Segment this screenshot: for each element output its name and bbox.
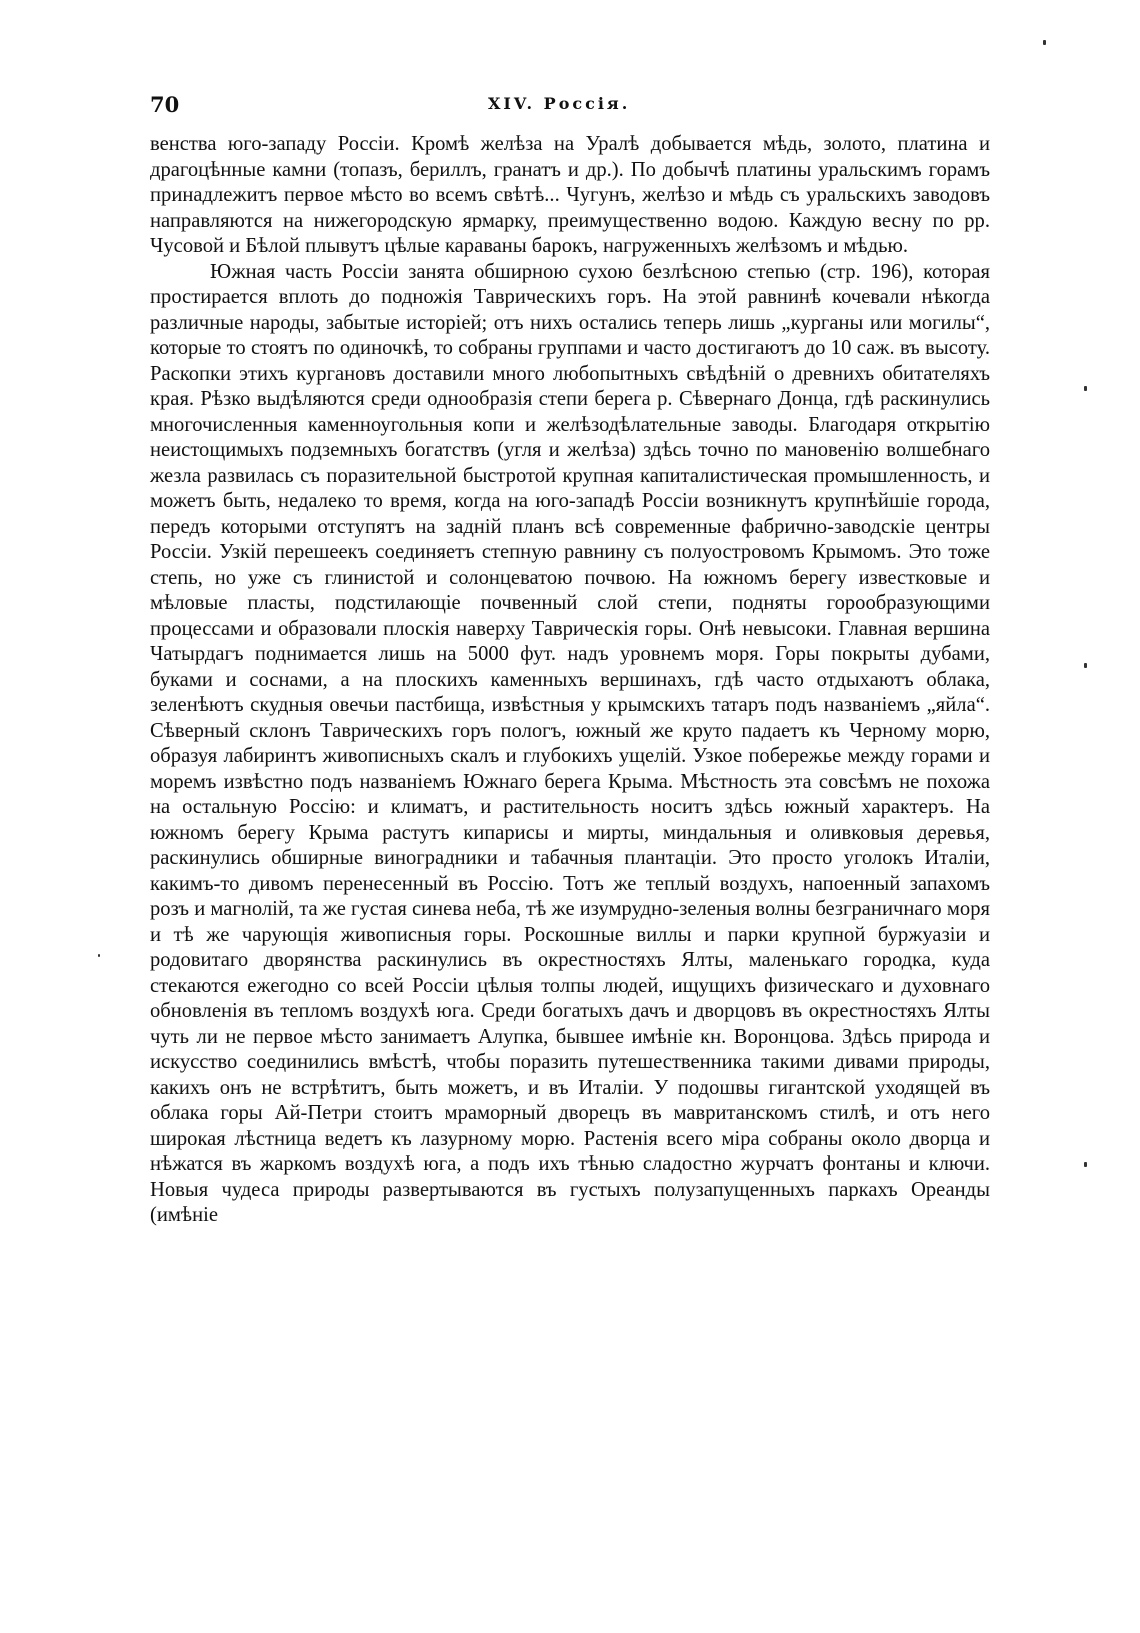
scan-speck xyxy=(1043,40,1046,45)
scan-speck xyxy=(98,954,100,957)
running-head xyxy=(150,92,990,122)
paragraph-continuation: венства юго-западу Россіи. Кромѣ желѣза на Уралѣ добывается мѣдь, золото, платина и драгоцѣнные камни (топазъ, бериллъ, гранатъ и др.). По добычѣ платины уральскимъ горамъ принадлежитъ первое мѣсто во всемъ свѣтѣ... Чугунъ, желѣзо и мѣдь съ уральскихъ заводовъ направляются на нижегородскую ярмарку, преимущественно водою. Каждую весну по рр. Чусовой и Бѣлой плывутъ цѣлые караваны барокъ, нагруженныхъ желѣзомъ и мѣдью. xyxy=(150,133,990,257)
paragraph-south-russia: Южная часть Россіи занята обширною сухою безлѣсною степью (стр. 196), которая простирается вплоть до подножія Таврическихъ горъ. На этой равнинѣ кочевали нѣкогда различные народы, забытые исторіей; отъ нихъ остались теперь лишь „курганы или могилы“, которые то стоятъ по одиночкѣ, то собраны группами и часто достигаютъ до 10 саж. въ высоту. Раскопки этихъ кургановъ доставили много любопытныхъ свѣдѣній о древнихъ обитателяхъ края. Рѣзко выдѣляются среди однообразія степи берега р. Сѣвернаго Донца, гдѣ раскинулись многочисленныя каменноугольныя копи и желѣзодѣлательные заводы. Благодаря открытію неистощимыхъ подземныхъ богатствъ (угля и желѣза) здѣсь точно по мановенію волшебнаго жезла развилась съ поразительной быстротой крупная капиталистическая промышленность, и можетъ быть, недалеко то время, когда на юго-западѣ Россіи возникнутъ крупнѣйшіе города, передъ которыми отступятъ на задній планъ всѣ современные фабрично-заводскіе центры Россіи. Узкій перешеекъ соединяетъ степную равнину съ полуостровомъ Крымомъ. Это тоже степь, но уже съ глинистой и солонцеватою почвою. На южномъ берегу известковые и мѣловые пласты, подстилающіе почвенный слой степи, подняты горообразующими процессами и образовали плоскія наверху Таврическія горы. Онѣ невысоки. Главная вершина Чатырдагъ поднимается лишь на 5000 фут. надъ уровнемъ моря. Горы покрыты дубами, буками и соснами, а на плоскихъ каменныхъ вершинахъ, гдѣ часто отдыхаютъ облака, зеленѣютъ скудныя овечьи пастбища, извѣстныя у крымскихъ татаръ подъ названіемъ „яйла“. Сѣверный склонъ Таврическихъ горъ пологъ, южный же круто падаетъ къ Черному морю, образуя лабиринтъ живописныхъ скалъ и глубокихъ ущелій. Узкое побережье между горами и моремъ извѣстно подъ названіемъ Южнаго берега Крыма. Мѣстность эта совсѣмъ не похожа на остальную Россію: и климатъ, и растительность носитъ здѣсь южный характеръ. На южномъ берегу Крыма растутъ кипарисы и мирты, миндальныя и оливковыя деревья, раскинулись обширные виноградники и табачныя плантаціи. Это просто уголокъ Италіи, какимъ-то дивомъ перенесенный въ Россію. Тотъ же теплый воздухъ, напоенный запахомъ розъ и магнолій, та же густая синева неба, тѣ же изумрудно-зеленыя волны безграничнаго моря и тѣ же чарующія живописныя горы. Роскошные виллы и парки крупной буржуазіи и родовитаго дворянства раскинулись въ окрестностяхъ Ялты, маленькаго городка, куда стекаются ежегодно со всей Россіи цѣлыя толпы людей, ищущихъ физическаго и духовнаго обновленія въ тепломъ воздухѣ юга. Среди богатыхъ дачъ и дворцовъ въ окрестностяхъ Ялты чуть ли не первое мѣсто занимаетъ Алупка, бывшее имѣніе кн. Воронцова. Здѣсь природа и искусство соединились вмѣстѣ, чтобы поразить путешественника такими дивами природы, какихъ онъ не встрѣтитъ, быть можетъ, и въ Италіи. У подошвы гигантской уходящей въ облака горы Ай-Петри стоитъ мраморный дворецъ въ мавританскомъ стилѣ, и отъ него широкая лѣстница ведетъ къ лазурному морю. Растенія всего міра собраны около дворца и нѣжатся въ жаркомъ воздухѣ юга, а подъ ихъ тѣнью сладостно журчатъ фонтаны и ключи. Новыя чудеса природы развертываются въ густыхъ полузапущенныхъ паркахъ Ореанды (имѣніе xyxy=(150,260,990,1226)
scan-speck xyxy=(1084,1162,1087,1167)
scan-speck xyxy=(1084,386,1087,391)
page-number: 70 xyxy=(150,92,180,117)
scan-speck xyxy=(1084,663,1087,668)
running-title: XIV. Россія. xyxy=(488,94,631,113)
body-text xyxy=(150,132,990,1229)
